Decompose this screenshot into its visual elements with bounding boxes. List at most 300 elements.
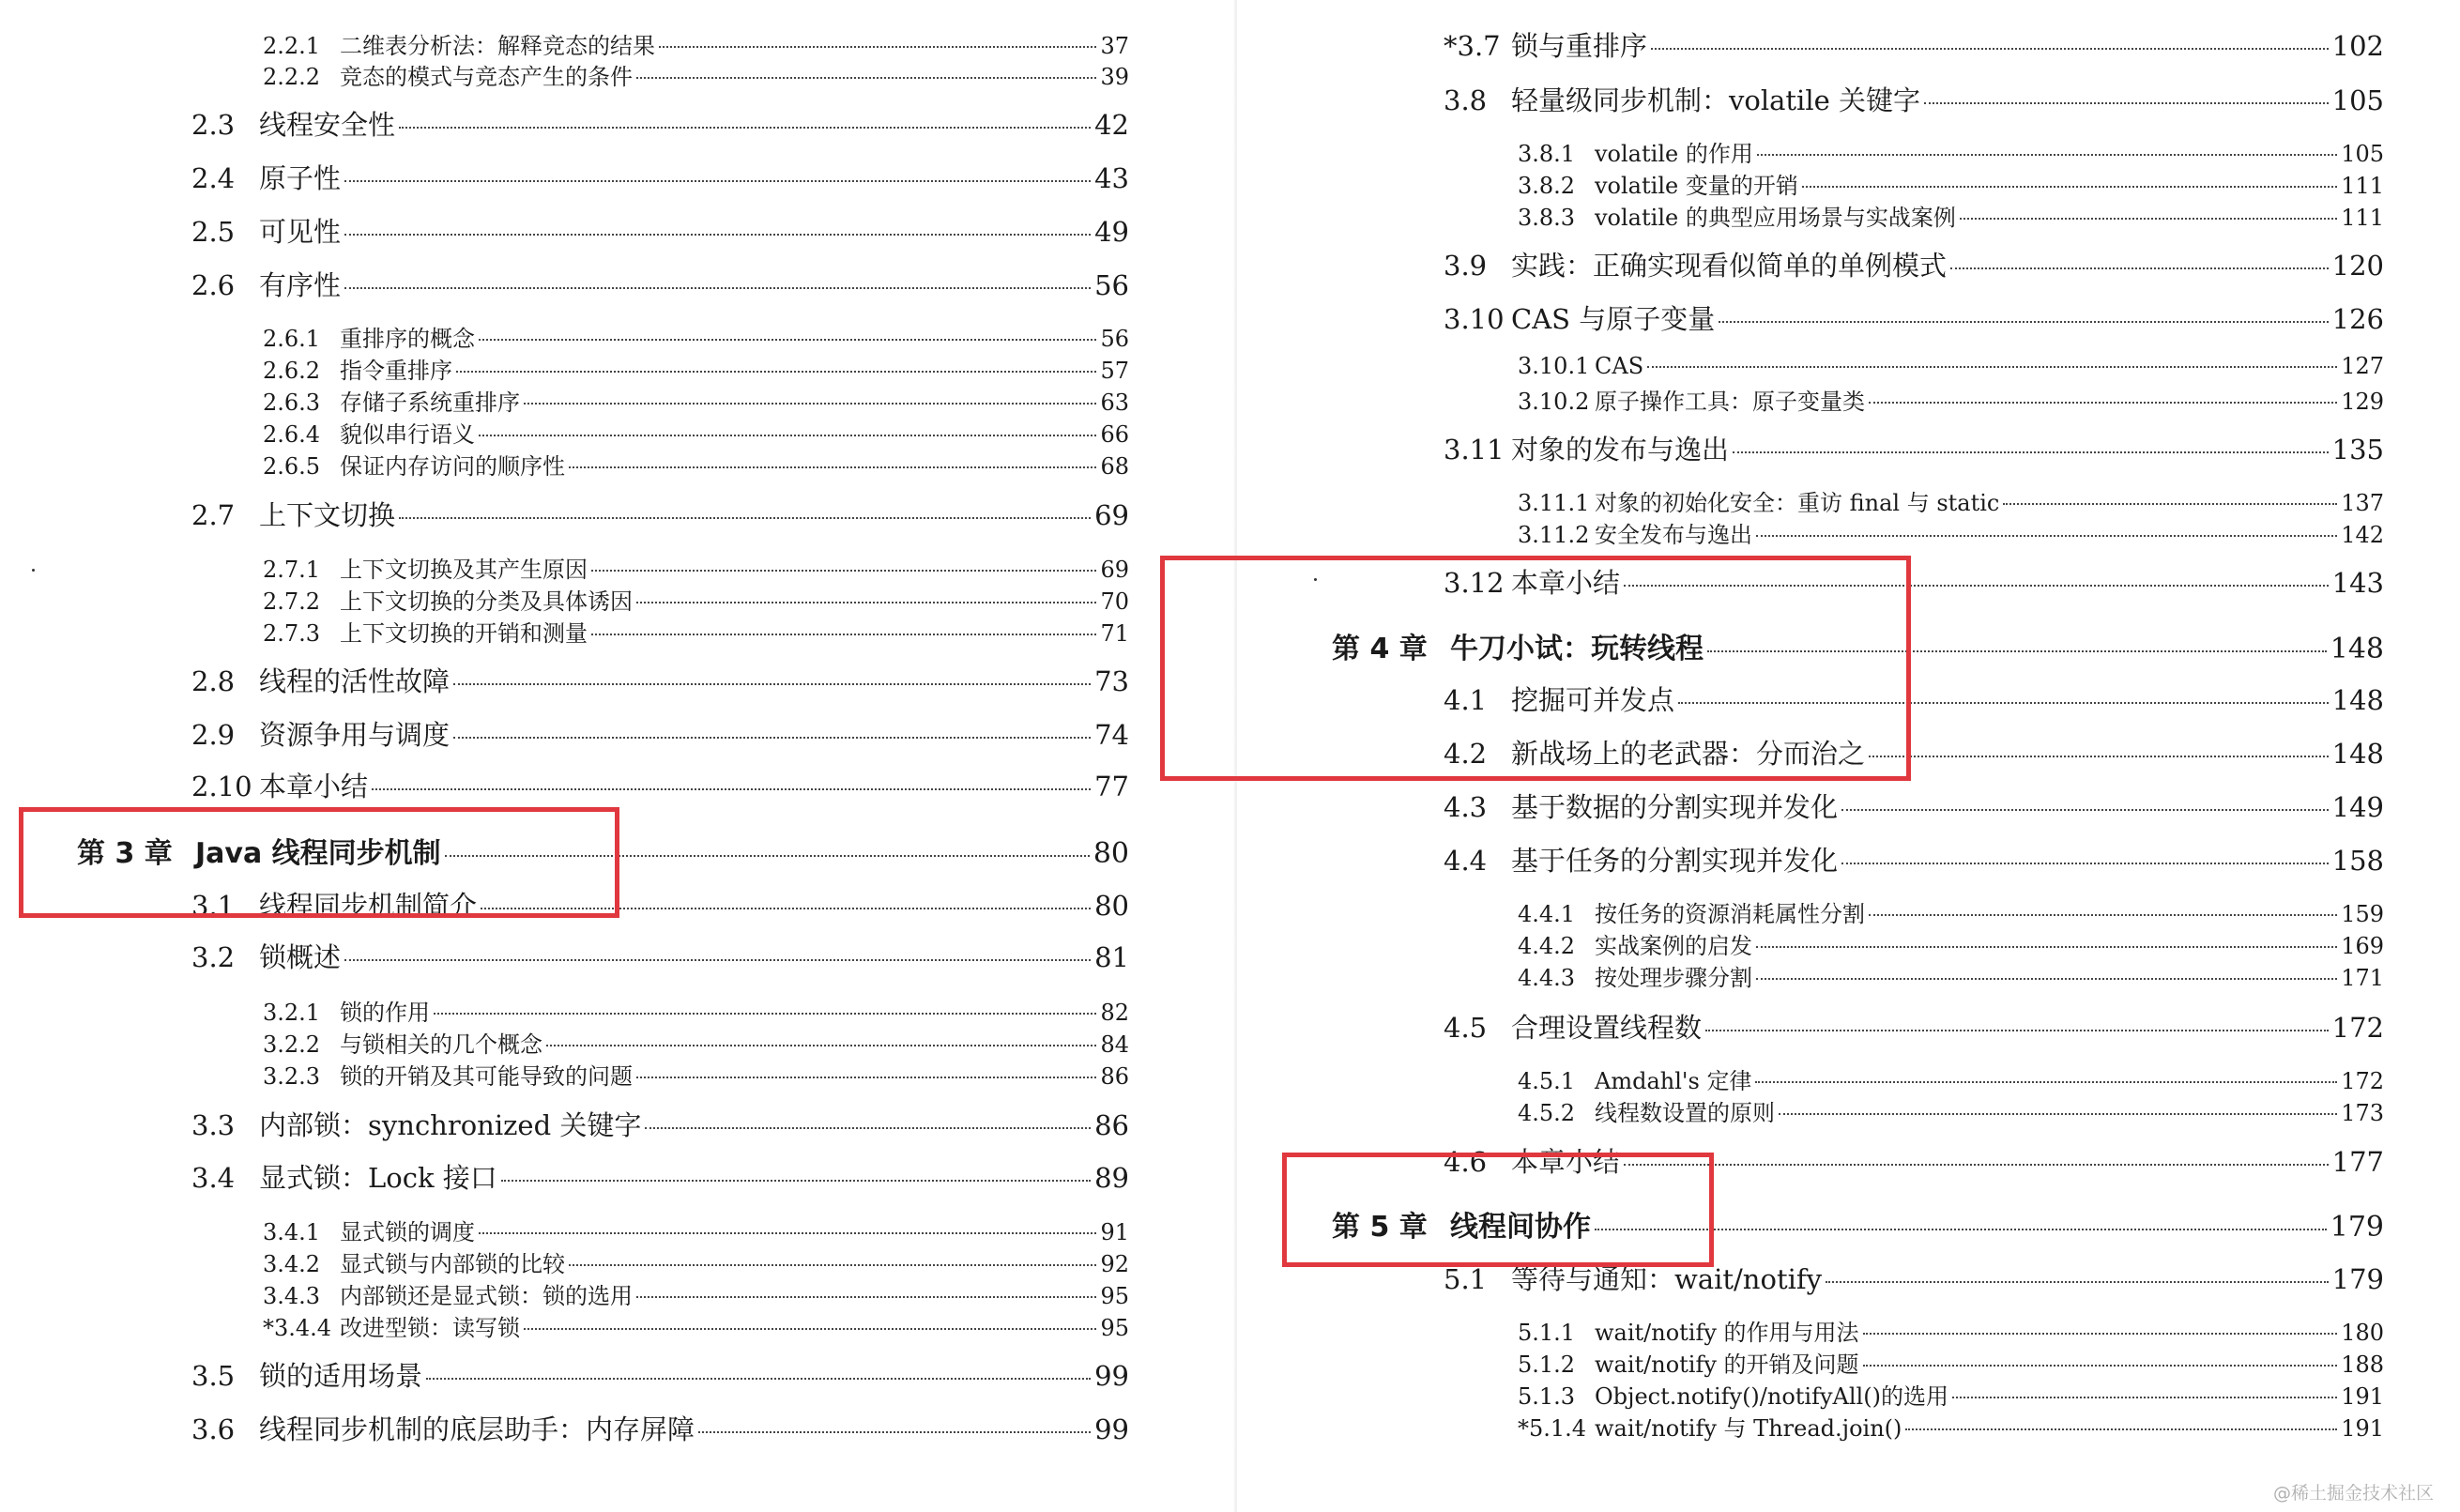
toc-entry-page-number: 86	[1094, 1109, 1129, 1141]
dot-leader	[479, 1232, 1096, 1234]
toc-entry-title: 轻量级同步机制：volatile 关键字	[1511, 84, 1920, 116]
toc-entry	[263, 994, 1129, 1027]
toc-entry	[263, 27, 1129, 60]
toc-entry-page-number: 80	[1094, 890, 1129, 922]
toc-entry-title: 基于任务的分割实现并发化	[1511, 845, 1839, 877]
toc-entry-page-number: 126	[2331, 303, 2384, 335]
toc-entry-number: 3.5	[191, 1360, 236, 1392]
dot-leader	[1651, 48, 2329, 50]
toc-entry-page-number: 148	[2331, 684, 2384, 716]
dot-leader	[569, 1264, 1096, 1266]
toc-entry-page-number: 102	[2331, 30, 2384, 62]
dot-leader	[479, 339, 1096, 341]
toc-entry-number: 第 4 章	[1332, 633, 1428, 665]
dot-leader	[1733, 451, 2329, 453]
toc-entry-number: 4.4	[1444, 845, 1488, 877]
toc-entry-number: 4.3	[1444, 791, 1488, 823]
toc-entry-number: 2.7.2	[263, 588, 321, 615]
toc-entry-title: 上下文切换的开销和测量	[340, 620, 588, 647]
toc-entry	[1444, 80, 2384, 118]
dot-leader	[1863, 1365, 2338, 1367]
toc-entry-title: 实践：正确实现看似简单的单例模式	[1511, 250, 1948, 282]
dot-leader	[1869, 756, 2329, 757]
toc-entry-title: 安全发布与逸出	[1595, 522, 1752, 548]
dot-leader	[1863, 1333, 2338, 1335]
toc-entry-page-number: 127	[2341, 353, 2384, 379]
toc-entry	[191, 158, 1129, 196]
toc-entry-page-number: 169	[2341, 933, 2384, 959]
toc-entry-page-number: 69	[1100, 557, 1129, 583]
toc-entry-page-number: 39	[1100, 64, 1129, 90]
dot-leader	[501, 1180, 1091, 1182]
toc-entry	[263, 1058, 1129, 1091]
toc-entry-title: 线程安全性	[259, 109, 396, 141]
toc-entry-number: 3.8	[1444, 84, 1488, 116]
toc-entry-title: 有序性	[259, 269, 342, 301]
toc-entry-number: 3.2.1	[263, 1000, 321, 1026]
toc-entry	[191, 1409, 1129, 1447]
toc-entry	[1518, 959, 2384, 992]
toc-entry	[263, 1026, 1129, 1059]
toc-entry-title: 竞态的模式与竞态产生的条件	[340, 64, 633, 90]
toc-entry-title: 本章小结	[1511, 567, 1621, 599]
highlight-box-chapter-5	[1282, 1153, 1714, 1267]
dot-leader	[698, 1431, 1091, 1433]
toc-entry-number: 2.2.1	[263, 33, 321, 59]
toc-entry-title: CAS	[1595, 353, 1644, 379]
toc-entry-page-number: 77	[1094, 771, 1129, 802]
toc-entry-page-number: 143	[2331, 567, 2384, 599]
toc-entry-number: 3.4.1	[263, 1219, 321, 1245]
toc-entry-page-number: 81	[1094, 941, 1129, 973]
toc-entry-page-number: 42	[1094, 109, 1129, 141]
toc-entry-title: 线程数设置的原则	[1595, 1100, 1775, 1126]
toc-entry-title: 线程同步机制的底层助手：内存屏障	[259, 1413, 695, 1445]
toc-entry-number: 2.7	[191, 499, 236, 531]
toc-entry-number: 3.12	[1444, 567, 1505, 599]
toc-entry-title: CAS 与原子变量	[1511, 303, 1716, 335]
toc-entry-number: 4.5.1	[1518, 1068, 1576, 1094]
toc-entry	[191, 1105, 1129, 1143]
toc-entry-title: wait/notify 的作用与用法	[1595, 1320, 1859, 1346]
toc-entry-title: volatile 变量的开销	[1595, 173, 1798, 199]
toc-entry-page-number: 180	[2341, 1320, 2384, 1346]
toc-entry	[263, 448, 1129, 481]
toc-entry-page-number: 80	[1092, 837, 1129, 870]
toc-entry	[1518, 1346, 2384, 1379]
toc-entry-number: 5.1.3	[1518, 1383, 1576, 1410]
toc-entry-number: 3.10.1	[1518, 353, 1590, 379]
toc-entry-title: 与锁相关的几个概念	[340, 1031, 542, 1058]
toc-entry-number: 3.1	[191, 890, 236, 922]
toc-entry-page-number: 188	[2341, 1352, 2384, 1378]
toc-entry-page-number: 148	[2330, 633, 2384, 665]
toc-entry-title: 可见性	[259, 216, 342, 248]
toc-entry-page-number: 63	[1100, 389, 1129, 416]
toc-entry	[1444, 1007, 2384, 1046]
toc-entry-title: Amdahl's 定律	[1595, 1068, 1752, 1094]
toc-entry-title: 锁的作用	[340, 1000, 430, 1026]
dot-leader	[645, 1127, 1091, 1129]
toc-entry-page-number: 177	[2331, 1146, 2384, 1178]
dot-leader	[344, 234, 1091, 236]
dot-leader	[591, 634, 1096, 635]
toc-entry	[263, 320, 1129, 353]
dot-leader	[1705, 1030, 2329, 1031]
toc-entry	[1444, 298, 2384, 337]
toc-entry	[191, 937, 1129, 975]
toc-entry	[263, 58, 1129, 91]
dot-leader	[456, 371, 1096, 373]
toc-entry-number: 4.5	[1444, 1012, 1488, 1044]
toc-entry-page-number: 179	[2330, 1211, 2384, 1244]
toc-entry-title: volatile 的作用	[1595, 141, 1753, 167]
dot-leader	[636, 1296, 1096, 1298]
toc-entry-page-number: 49	[1094, 216, 1129, 248]
dot-leader	[659, 46, 1096, 48]
toc-entry-number: 3.10.2	[1518, 389, 1590, 415]
toc-entry-page-number: 57	[1100, 358, 1129, 384]
toc-entry-title: 改进型锁：读写锁	[340, 1315, 520, 1341]
toc-entry-title: 对象的发布与逸出	[1511, 434, 1730, 466]
toc-entry-title: 线程间协作	[1450, 1211, 1591, 1244]
toc-entry-number: 2.6.1	[263, 326, 321, 352]
toc-entry-number: 3.6	[191, 1413, 236, 1445]
toc-entry-page-number: 43	[1094, 162, 1129, 194]
toc-entry-number: 2.7.3	[263, 620, 321, 647]
toc-entry-title: 上下文切换的分类及具体诱因	[340, 588, 633, 615]
dot-leader	[1950, 267, 2329, 269]
toc-entry-number: 3.8.2	[1518, 173, 1576, 199]
dot-leader	[1802, 186, 2337, 188]
toc-entry	[1518, 1062, 2384, 1095]
toc-entry-page-number: 89	[1094, 1162, 1129, 1194]
toc-entry-page-number: 159	[2341, 901, 2384, 927]
toc-entry-title: 二维表分析法：解释竞态的结果	[340, 33, 655, 59]
toc-entry-number: 4.2	[1444, 738, 1488, 770]
dot-leader	[453, 683, 1091, 685]
dot-leader	[569, 466, 1096, 468]
toc-entry-title: 牛刀小试：玩转线程	[1450, 633, 1704, 665]
toc-entry	[1518, 1314, 2384, 1347]
dot-leader	[546, 1045, 1096, 1046]
dot-leader	[1869, 402, 2337, 404]
dot-leader	[1952, 1397, 2337, 1398]
dot-leader	[1647, 366, 2337, 368]
toc-entry	[191, 714, 1129, 753]
toc-entry	[191, 1355, 1129, 1394]
toc-entry-page-number: 191	[2341, 1383, 2384, 1410]
toc-entry-page-number: 82	[1100, 1000, 1129, 1026]
dot-leader	[434, 1013, 1096, 1015]
toc-entry-page-number: 148	[2331, 738, 2384, 770]
dot-leader	[1924, 102, 2329, 104]
toc-entry	[1518, 199, 2384, 232]
toc-entry-number: 2.8	[191, 665, 236, 697]
toc-entry	[1444, 840, 2384, 878]
toc-entry	[1518, 1410, 2384, 1443]
toc-entry-number: 2.6.3	[263, 389, 321, 416]
toc-entry-number: 3.4.3	[263, 1283, 321, 1309]
dot-leader	[2003, 503, 2337, 505]
toc-entry	[191, 661, 1129, 699]
toc-entry-page-number: 95	[1100, 1283, 1129, 1309]
toc-entry	[263, 615, 1129, 648]
toc-entry-number: 2.6.5	[263, 453, 321, 480]
toc-entry-number: 2.3	[191, 109, 236, 141]
dot-leader	[344, 180, 1091, 182]
toc-entry	[1518, 927, 2384, 960]
toc-entry-page-number: 171	[2341, 965, 2384, 991]
toc-entry-title: Object.notify()/notifyAll()的选用	[1595, 1383, 1948, 1410]
toc-entry-title: 保证内存访问的顺序性	[340, 453, 565, 480]
toc-entry-page-number: 172	[2341, 1068, 2384, 1094]
dot-leader	[1841, 863, 2329, 864]
toc-entry-number: 3.3	[191, 1109, 236, 1141]
highlight-box-chapter-4	[1160, 556, 1911, 781]
toc-entry-page-number: 95	[1100, 1315, 1129, 1341]
toc-entry-page-number: 37	[1100, 33, 1129, 59]
dot-leader	[1905, 1428, 2337, 1430]
toc-entry-number: 3.11	[1444, 434, 1505, 466]
toc-entry-title: 实战案例的启发	[1595, 933, 1752, 959]
dot-leader	[524, 403, 1096, 405]
toc-entry-number: 5.1	[1444, 1263, 1488, 1295]
toc-entry-number: 4.4.2	[1518, 933, 1576, 959]
toc-entry	[1444, 245, 2384, 283]
toc-entry-title: 锁与重排序	[1511, 30, 1648, 62]
toc-entry-page-number: 142	[2341, 522, 2384, 548]
toc-entry-page-number: 70	[1100, 588, 1129, 615]
dot-leader	[636, 1077, 1096, 1078]
toc-entry-number: 3.8.3	[1518, 205, 1576, 231]
toc-entry	[1518, 135, 2384, 168]
toc-entry	[263, 352, 1129, 385]
dot-leader	[426, 1378, 1091, 1380]
highlight-box-chapter-3	[19, 807, 619, 918]
toc-entry-title: 存储子系统重排序	[340, 389, 520, 416]
toc-entry	[191, 265, 1129, 303]
toc-entry	[1518, 353, 2384, 379]
dot-leader	[479, 435, 1096, 436]
dot-leader	[1719, 321, 2328, 323]
dot-leader	[1757, 154, 2337, 156]
toc-entry-page-number: 173	[2341, 1100, 2384, 1126]
toc-entry-page-number: 111	[2341, 205, 2384, 231]
toc-entry-title: 显式锁：Lock 接口	[259, 1162, 497, 1194]
toc-entry-number: 4.4.1	[1518, 901, 1576, 927]
dot-leader	[1779, 1113, 2337, 1115]
toc-entry-number: 3.11.1	[1518, 490, 1590, 516]
toc-entry-page-number: 129	[2341, 389, 2384, 415]
toc-entry	[263, 384, 1129, 417]
toc-entry-page-number: 66	[1100, 421, 1129, 448]
toc-entry	[191, 766, 1129, 804]
dot-leader	[399, 127, 1091, 129]
toc-entry	[263, 416, 1129, 449]
toc-entry-number: 第 5 章	[1332, 1211, 1428, 1244]
dot-leader	[1755, 1081, 2337, 1083]
dot-leader	[344, 959, 1091, 961]
toc-entry	[1444, 787, 2384, 825]
dot-leader	[1756, 946, 2337, 948]
toc-entry	[1518, 1094, 2384, 1127]
toc-entry-number: 3.9	[1444, 250, 1488, 282]
toc-entry-number: 3.4	[191, 1162, 236, 1194]
toc-entry-page-number: 71	[1100, 620, 1129, 647]
toc-entry-title: 锁的开销及其可能导致的问题	[340, 1063, 633, 1090]
dot-leader	[1756, 978, 2337, 980]
toc-entry-page-number: 158	[2331, 845, 2384, 877]
toc-entry	[191, 104, 1129, 143]
toc-entry-number: *3.4.4	[263, 1315, 332, 1341]
dot-leader	[1756, 535, 2337, 537]
toc-entry-number: 2.7.1	[263, 557, 321, 583]
toc-entry-title: 锁的适用场景	[259, 1360, 423, 1392]
toc-entry-number: 2.4	[191, 162, 236, 194]
toc-entry-title: wait/notify 的开销及问题	[1595, 1352, 1859, 1378]
toc-entry-page-number: 149	[2331, 791, 2384, 823]
toc-entry-number: 3.4.2	[263, 1251, 321, 1277]
toc-entry-page-number: 191	[2341, 1415, 2384, 1442]
toc-entry-number: 2.2.2	[263, 64, 321, 90]
toc-entry-number: 2.9	[191, 719, 236, 751]
dot-leader	[372, 788, 1091, 790]
toc-entry-number: 2.5	[191, 216, 236, 248]
dot-leader	[344, 287, 1091, 289]
toc-entry-title: 锁概述	[259, 941, 342, 973]
toc-entry	[1518, 383, 2384, 416]
toc-entry-page-number: 86	[1100, 1063, 1129, 1090]
dot-leader	[591, 570, 1096, 572]
toc-entry	[191, 211, 1129, 250]
toc-entry-number: 3.8.1	[1518, 141, 1576, 167]
toc-entry-title: wait/notify 与 Thread.join()	[1595, 1415, 1902, 1442]
toc-entry	[1518, 516, 2384, 549]
dot-leader	[1841, 809, 2329, 811]
toc-entry-title: 按处理步骤分割	[1595, 965, 1752, 991]
toc-entry-number: 第 3 章	[77, 837, 173, 870]
toc-entry	[263, 1277, 1129, 1310]
toc-entry	[191, 1157, 1129, 1196]
toc-entry-title: 内部锁：synchronized 关键字	[259, 1109, 642, 1141]
toc-entry-number: 3.2.2	[263, 1031, 321, 1058]
toc-entry-page-number: 172	[2331, 1012, 2384, 1044]
dot-leader	[453, 737, 1091, 739]
toc-entry-number: 3.11.2	[1518, 522, 1590, 548]
toc-entry-number: 4.5.2	[1518, 1100, 1576, 1126]
toc-entry-title: 线程的活性故障	[259, 665, 451, 697]
toc-entry	[1518, 1378, 2384, 1411]
dot-leader	[636, 77, 1096, 79]
toc-entry-number: *5.1.4	[1518, 1415, 1587, 1442]
toc-entry	[191, 495, 1129, 533]
toc-entry-page-number: 135	[2331, 434, 2384, 466]
toc-entry	[1518, 167, 2384, 200]
toc-entry-title: 内部锁还是显式锁：锁的选用	[340, 1283, 633, 1309]
toc-entry-title: 显式锁的调度	[340, 1219, 475, 1245]
dot-leader	[524, 1328, 1096, 1330]
toc-entry-title: 本章小结	[259, 771, 369, 802]
toc-entry-page-number: 105	[2341, 141, 2384, 167]
toc-entry-page-number: 137	[2341, 490, 2384, 516]
toc-entry-page-number: 92	[1100, 1251, 1129, 1277]
toc-entry-page-number: 105	[2331, 84, 2384, 116]
dot-leader	[399, 517, 1091, 519]
toc-entry-number: *3.7	[1444, 30, 1501, 62]
toc-entry	[1518, 895, 2384, 928]
toc-entry-page-number: 84	[1100, 1031, 1129, 1058]
toc-entry	[1518, 484, 2384, 517]
toc-entry-page-number: 111	[2341, 173, 2384, 199]
toc-entry-title: 原子操作工具：原子变量类	[1595, 389, 1865, 415]
toc-entry-title: 资源争用与调度	[259, 719, 451, 751]
toc-entry-title: 上下文切换	[259, 499, 396, 531]
toc-entry-title: volatile 的典型应用场景与实战案例	[1595, 205, 1956, 231]
toc-entry-title: 重排序的概念	[340, 326, 475, 352]
toc-entry-title: 显式锁与内部锁的比较	[340, 1251, 565, 1277]
toc-entry-number: 2.6	[191, 269, 236, 301]
toc-entry-title: 挖掘可并发点	[1511, 684, 1675, 716]
toc-entry-page-number: 179	[2331, 1263, 2384, 1295]
toc-entry-page-number: 56	[1100, 326, 1129, 352]
toc-entry-number: 4.4.3	[1518, 965, 1576, 991]
toc-entry-page-number: 69	[1094, 499, 1129, 531]
watermark: @稀土掘金技术社区	[2272, 1483, 2434, 1504]
toc-entry-page-number: 99	[1094, 1413, 1129, 1445]
dot-leader	[1869, 914, 2337, 916]
toc-entry-title: 指令重排序	[340, 358, 452, 384]
toc-entry-title: 原子性	[259, 162, 342, 194]
toc-entry-number: 5.1.1	[1518, 1320, 1576, 1346]
toc-entry	[1444, 429, 2384, 467]
toc-entry-number: 5.1.2	[1518, 1352, 1576, 1378]
dot-leader	[1960, 218, 2337, 220]
toc-entry-number: 4.6	[1444, 1146, 1488, 1178]
dot-leader	[636, 602, 1096, 603]
toc-entry-title: 上下文切换及其产生原因	[340, 557, 588, 583]
toc-entry-title: 基于数据的分割实现并发化	[1511, 791, 1839, 823]
toc-entry-page-number: 68	[1100, 453, 1129, 480]
toc-entry-number: 2.10	[191, 771, 252, 802]
toc-entry-title: Java 线程同步机制	[195, 837, 441, 870]
toc-entry	[1444, 25, 2384, 64]
toc-entry	[263, 1245, 1129, 1278]
toc-entry-title: 本章小结	[1511, 1146, 1621, 1178]
toc-entry-title: 貌似串行语义	[340, 421, 475, 448]
toc-entry-title: 线程同步机制简介	[259, 890, 478, 922]
toc-entry	[263, 1309, 1129, 1342]
toc-entry-title: 对象的初始化安全：重访 final 与 static	[1595, 490, 2000, 516]
toc-entry-number: 2.6.4	[263, 421, 321, 448]
toc-entry	[263, 551, 1129, 584]
toc-entry-number: 3.10	[1444, 303, 1505, 335]
right-page	[1237, 0, 2460, 1512]
toc-entry-number: 3.2.3	[263, 1063, 321, 1090]
scan-speck	[32, 569, 35, 572]
toc-entry-page-number: 74	[1094, 719, 1129, 751]
toc-entry	[263, 1214, 1129, 1246]
toc-entry-title: 等待与通知：wait/notify	[1511, 1263, 1822, 1295]
toc-entry-page-number: 120	[2331, 250, 2384, 282]
toc-entry-number: 4.1	[1444, 684, 1488, 716]
toc-entry-title: 按任务的资源消耗属性分割	[1595, 901, 1865, 927]
toc-entry	[263, 583, 1129, 616]
dot-leader	[1826, 1281, 2329, 1283]
toc-entry-title: 合理设置线程数	[1511, 1012, 1703, 1044]
toc-entry-number: 2.6.2	[263, 358, 321, 384]
toc-entry-number: 3.2	[191, 941, 236, 973]
